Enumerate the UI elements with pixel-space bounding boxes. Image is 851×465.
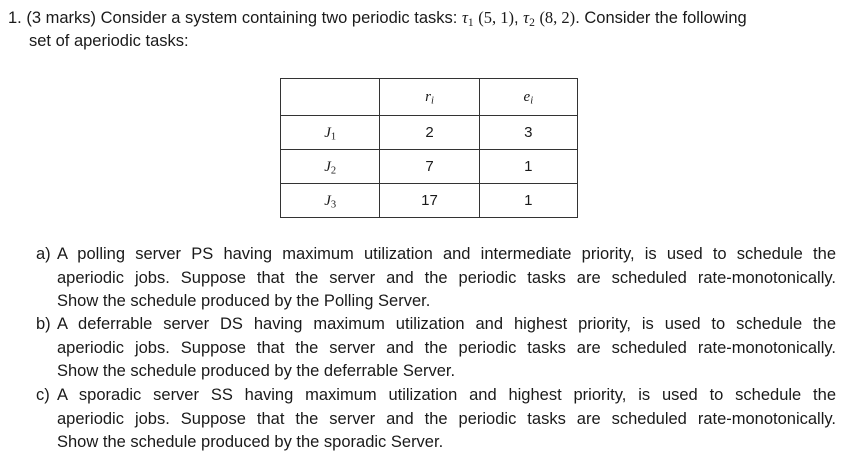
table-row (281, 150, 578, 184)
part-c-line-2: aperiodic jobs. Suppose that the server and the periodic tasks are scheduled rate-monotonically. (57, 409, 836, 428)
task2-params: (8, 2) (539, 8, 576, 27)
part-a-line-2: aperiodic jobs. Suppose that the server and the periodic tasks are scheduled rate-monotonically. (57, 268, 836, 287)
job-name-cell: $J_3$ (281, 184, 380, 218)
part-a-line-1: A polling server PS having maximum utilization and intermediate priority, is used to schedule the (57, 245, 836, 263)
table-row (281, 184, 578, 218)
header-empty-cell (281, 79, 380, 116)
release-time-cell: 7 (380, 150, 479, 184)
part-a (36, 243, 836, 314)
header-execution-time: $e_i$ (479, 79, 577, 116)
job-name-cell: $J_1$ (281, 116, 380, 150)
part-b-label: b) (36, 315, 51, 333)
part-b-line-2: aperiodic jobs. Suppose that the server and the periodic tasks are scheduled rate-monotonically. (57, 338, 836, 357)
table-header-row (281, 79, 578, 116)
header-release-time: $r_i$ (380, 79, 479, 116)
task-separator: , (513, 9, 524, 27)
question-line-1 (8, 8, 838, 28)
aperiodic-jobs-table (280, 78, 578, 218)
part-b (36, 313, 836, 384)
task1-subscript: 1 (467, 16, 474, 29)
question-line-2: set of aperiodic tasks: (29, 32, 189, 50)
execution-time-cell: 1 (479, 150, 577, 184)
part-c-label: c) (36, 386, 50, 404)
execution-time-cell: 1 (479, 184, 577, 218)
task2-subscript: 2 (529, 16, 535, 29)
execution-time-cell: 3 (479, 116, 577, 150)
job-name-cell: $J_2$ (281, 150, 380, 184)
task1-symbol: τ (461, 8, 468, 27)
release-time-cell: 2 (380, 116, 479, 150)
release-time-cell: 17 (380, 184, 479, 218)
part-c-line-1: A sporadic server SS having maximum utilization and highest priority, is used to schedule the (57, 386, 836, 404)
question-number: 1. (8, 9, 22, 27)
part-c-line-3: Show the schedule produced by the sporadic Server. (57, 433, 444, 452)
table-row (281, 116, 578, 150)
task2-symbol: τ (523, 8, 530, 27)
part-b-line-3: Show the schedule produced by the deferrable Server. (57, 362, 456, 381)
part-a-line-3: Show the schedule produced by the Polling Server. (57, 292, 431, 311)
part-a-label: a) (36, 245, 51, 263)
part-c (36, 384, 836, 455)
task1-params: (5, 1) (478, 8, 514, 27)
question-intro: (3 marks) Consider a system containing two periodic tasks: (26, 9, 458, 27)
part-b-line-1: A deferrable server DS having maximum utilization and highest priority, is used to schedule the (57, 315, 836, 333)
question-intro-tail: . Consider the following (575, 9, 747, 27)
